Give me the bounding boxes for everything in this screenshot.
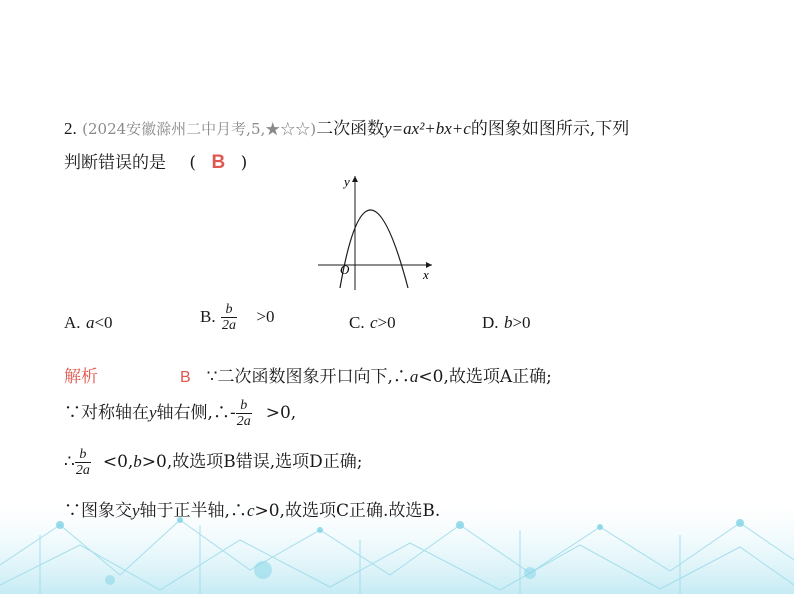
option-c-rest: >0	[377, 313, 396, 332]
solution-l4-text-c: >0,故选项C正确.故选B.	[254, 501, 441, 521]
option-c	[349, 313, 396, 333]
y-axis-label: y	[344, 174, 350, 189]
solution-l3-var: b	[133, 452, 142, 471]
solution-l4-text-a: ∵图象交	[64, 501, 132, 521]
option-d-var: b	[503, 313, 513, 332]
option-a-prefix: A.	[64, 313, 81, 332]
parabola-graph	[310, 170, 440, 295]
solution-l3-text-a: ∴	[64, 452, 75, 472]
solution-l2-denominator: 2a	[236, 414, 251, 429]
option-d-rest: >0	[512, 313, 531, 332]
solution-l2-text-c: >0,	[265, 403, 297, 423]
option-c-var: c	[370, 313, 378, 332]
solution-l4-var: y	[132, 501, 140, 520]
question-stem-part2: 的图象如图所示,下列	[470, 119, 630, 139]
solution-l1-var: a	[409, 367, 419, 386]
solution-line-4	[64, 496, 440, 521]
option-a-rest: <0	[94, 313, 113, 332]
option-b-fraction	[221, 302, 237, 333]
solution-line-1	[180, 362, 552, 387]
option-b-prefix: B.	[200, 307, 216, 326]
solution-l3-denominator: 2a	[75, 463, 90, 478]
answer-mark: B	[211, 152, 226, 173]
parabola-curve	[340, 210, 408, 288]
solution-line-3	[64, 447, 363, 478]
solution-l4-text-b: 轴于正半轴,∴	[139, 501, 247, 521]
y-axis-arrow-icon	[352, 176, 358, 182]
option-a	[64, 313, 113, 333]
solution-l2-text-a: ∵对称轴在	[64, 403, 149, 423]
paren-open: (	[189, 153, 197, 173]
question-line-1	[64, 114, 629, 139]
question-line-2	[64, 148, 247, 174]
option-c-prefix: C.	[349, 313, 365, 332]
solution-l3-text-c: >0,故选项B错误,选项D正确;	[141, 452, 363, 472]
solution-l2-text-b: 轴右侧,∴-	[156, 403, 236, 423]
solution-l2-fraction	[236, 398, 252, 429]
question-source: (2024安徽滁州二中月考,5,★☆☆)	[82, 120, 317, 138]
option-b-denominator: 2a	[222, 318, 236, 333]
solution-l1-text-b: <0,故选项A正确;	[418, 367, 552, 387]
option-b-numerator: b	[225, 302, 233, 317]
solution-l4-var2: c	[246, 501, 255, 520]
paren-close: )	[240, 153, 248, 173]
option-a-var: a	[85, 313, 95, 332]
solution-label: 解析	[64, 367, 98, 387]
option-d	[482, 313, 531, 333]
question-number: 2.	[64, 119, 77, 138]
option-b	[200, 302, 275, 333]
question-stem-line2: 判断错误的是	[64, 153, 166, 173]
solution-l3-numerator: b	[79, 447, 87, 462]
question-function: y=ax²+bx+c	[384, 119, 471, 138]
origin-label: O	[340, 262, 350, 277]
question-stem-part1: 二次函数	[316, 119, 385, 139]
option-b-rest: >0	[256, 307, 275, 326]
solution-l3-text-b: <0,	[102, 452, 134, 472]
solution-l2-var: y	[149, 403, 157, 422]
x-axis-label: x	[423, 267, 429, 282]
solution-line-2	[64, 398, 296, 429]
option-d-prefix: D.	[482, 313, 499, 332]
solution-l3-fraction	[75, 447, 91, 478]
solution-answer: B	[180, 369, 191, 386]
solution-l2-numerator: b	[240, 398, 248, 413]
solution-l1-text-a: ∵二次函数图象开口向下,∴	[206, 367, 410, 387]
